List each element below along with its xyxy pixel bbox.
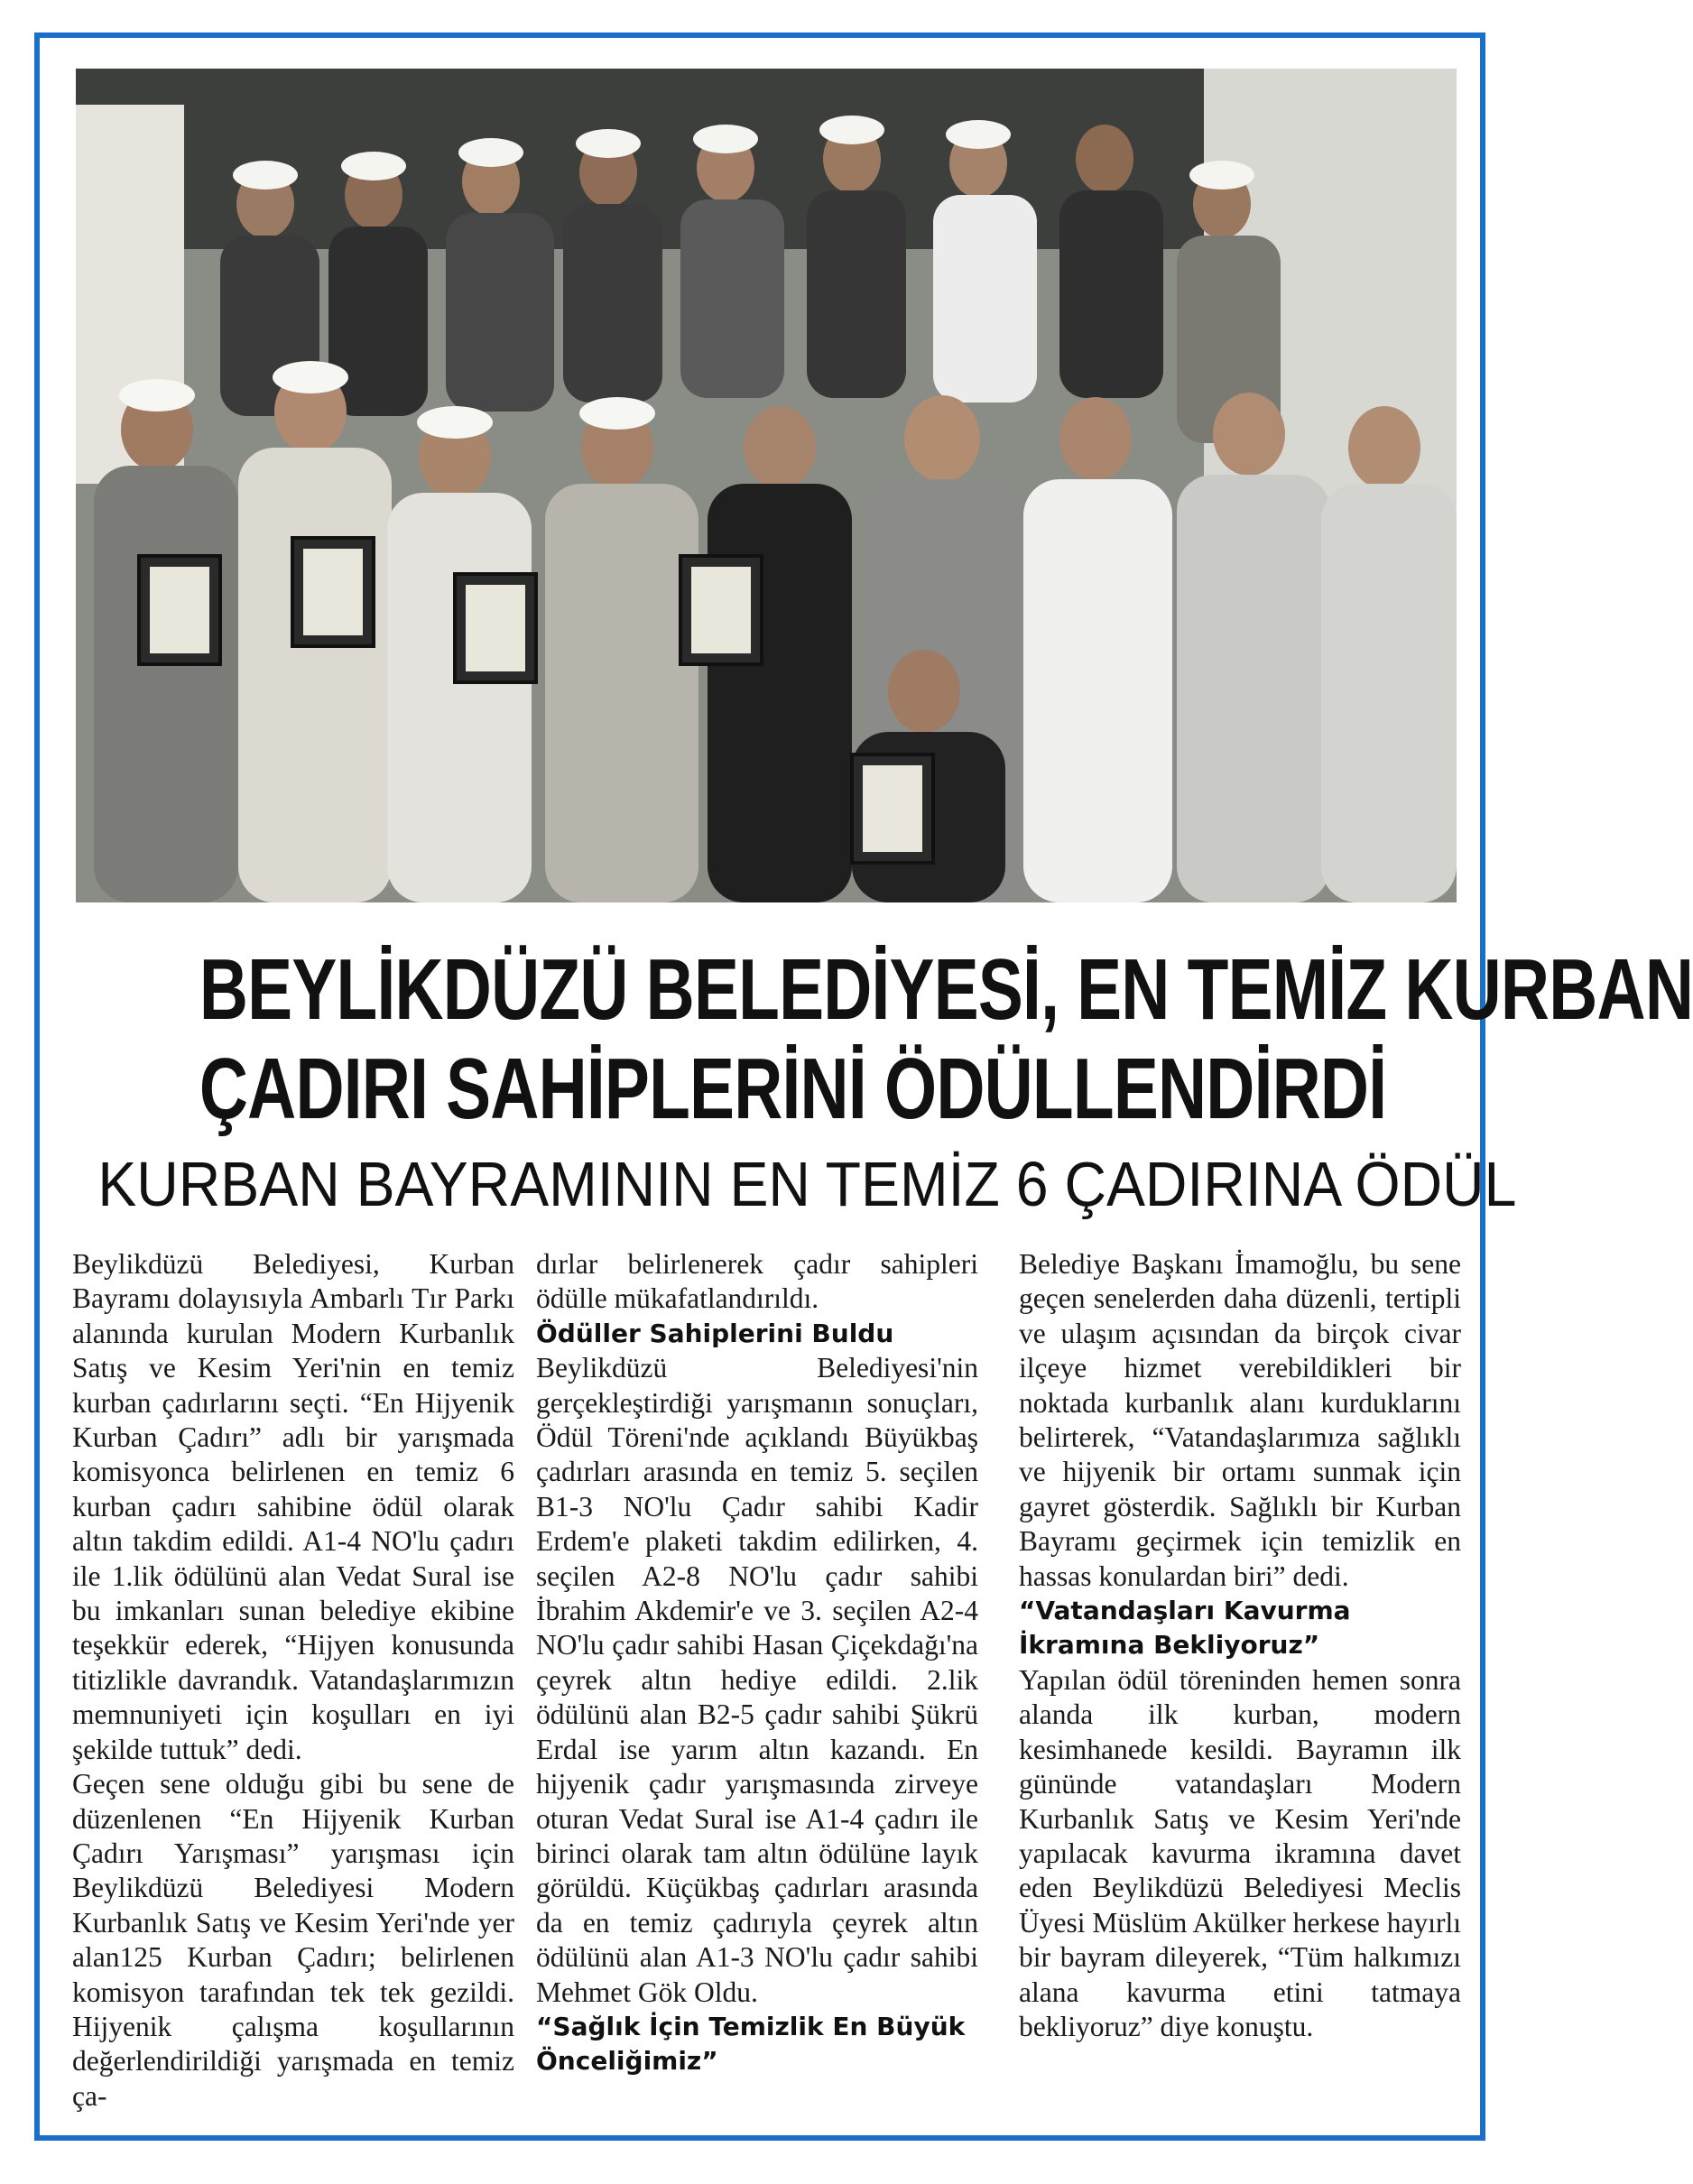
section-heading: “Vatandaşları Kavurma İkramına Bekliyoruz” [1019, 1596, 1351, 1661]
paragraph: dırlar belirlenerek çadır sahipleri ödülle mükafatlandırıldı. [536, 1248, 978, 1315]
section-heading: “Sağlık İçin Temizlik En Büyük Önceliğimiz” [536, 2011, 966, 2077]
paragraph: Geçen sene olduğu gibi bu sene de düzenlenen “En Hijyenik Kurban Çadırı Yarışması” yarışması için Beylikdüzü Belediyesi Modern Kurbanlık Satış ve Kesim Yeri'nde yer alan125 Kurban Çadırı; belirlenen komisyon tarafından tek tek gezildi. Hijyenik çalışma koşullarının değerlendirildiği yarışmada en temiz ça- [72, 1768, 514, 2112]
article-column-3 [1019, 1247, 1461, 2044]
paragraph: Yapılan ödül töreninden hemen sonra alanda ilk kurban, modern kesimhanede kesildi. Bayramın ilk gününde vatandaşları Modern Kurbanlık Satış ve Kesim Yeri'nde yapılacak kavurma ikramına davet eden Beylikdüzü Belediyesi Meclis Üyesi Müslüm Akülker herkese hayırlı bir bayram dileyerek, “Tüm halkımızı alana kavurma etini tatmaya bekliyoruz” diye konuştu. [1019, 1663, 1461, 2042]
group-photo [76, 69, 1457, 902]
group-photo-illustration [76, 69, 1457, 902]
headline-line-2: ÇADIRI SAHİPLERİNİ ÖDÜLLENDİRDİ [199, 1041, 1387, 1137]
subheadline: KURBAN BAYRAMININ EN TEMİZ 6 ÇADIRINA ÖDÜL [97, 1149, 1517, 1219]
clipping-frame [34, 32, 1693, 2141]
article-column-1 [72, 1247, 514, 2114]
paragraph: Beylikdüzü Belediyesi, Kurban Bayramı dolayısıyla Ambarlı Tır Parkı alanında kurulan Modern Kurbanlık Satış ve Kesim Yeri'nin en temiz kurban çadırlarını seçti. “En Hijyenik Kurban Çadırı” adlı bir yarışmada komisyonca belirlenen en temiz 6 kurban çadırı sahibine ödül olarak altın takdim edildi. A1-4 NO'lu çadırı ile 1.lik ödülünü alan Vedat Sural ise bu imkanları sunan belediye ekibine teşekkür ederek, “Hijyen konusunda titizlikle davrandık. Vatandaşlarımızın memnuniyeti için koşulları en iyi şekilde tuttuk” dedi. [72, 1248, 514, 1765]
section-heading: Ödüller Sahiplerini Buldu [536, 1318, 894, 1348]
paragraph: Beylikdüzü Belediyesi'nin gerçekleştirdiği yarışmanın sonuçları, Ödül Töreni'nde açıklandı Büyükbaş çadırları arasında en temiz 5. seçilen B1-3 NO'lu Çadır sahibi Kadir Erdem'e plaketi takdim edilirken, 4. seçilen A2-8 NO'lu çadır sahibi İbrahim Akdemir'e ve 3. seçilen A2-4 NO'lu çadır sahibi Hasan Çiçekdağı'na çeyrek altın hediye edildi. 2.lik ödülünü alan B2-5 çadır sahibi Şükrü Erdal ise yarım altın kazandı. En hijyenik çadır yarışmasında zirveye oturan Vedat Sural ise A1-4 çadırı ile birinci olarak tam altın ödülüne layık görüldü. Küçükbaş çadırları arasında da en temiz çadırıyla çeyrek altın ödülünü alan A1-3 NO'lu çadır sahibi Mehmet Gök Oldu. [536, 1352, 978, 2008]
article-column-2 [536, 1247, 978, 2079]
paragraph: Belediye Başkanı İmamoğlu, bu sene geçen senelerden daha düzenli, tertipli ve ulaşım açısından da birçok civar ilçeye hizmet verebildikleri bir noktada kurbanlık alanı kurduklarını belirterek, “Vatandaşlarımıza sağlıklı ve hijyenik bir ortamı sunmak için gayret gösterdik. Sağlıklı bir Kurban Bayramı geçirmek için temizlik en hassas konulardan biri” dedi. [1019, 1248, 1461, 1592]
headline-line-1: BEYLİKDÜZÜ BELEDİYESİ, EN TEMİZ KURBAN [199, 941, 1693, 1038]
